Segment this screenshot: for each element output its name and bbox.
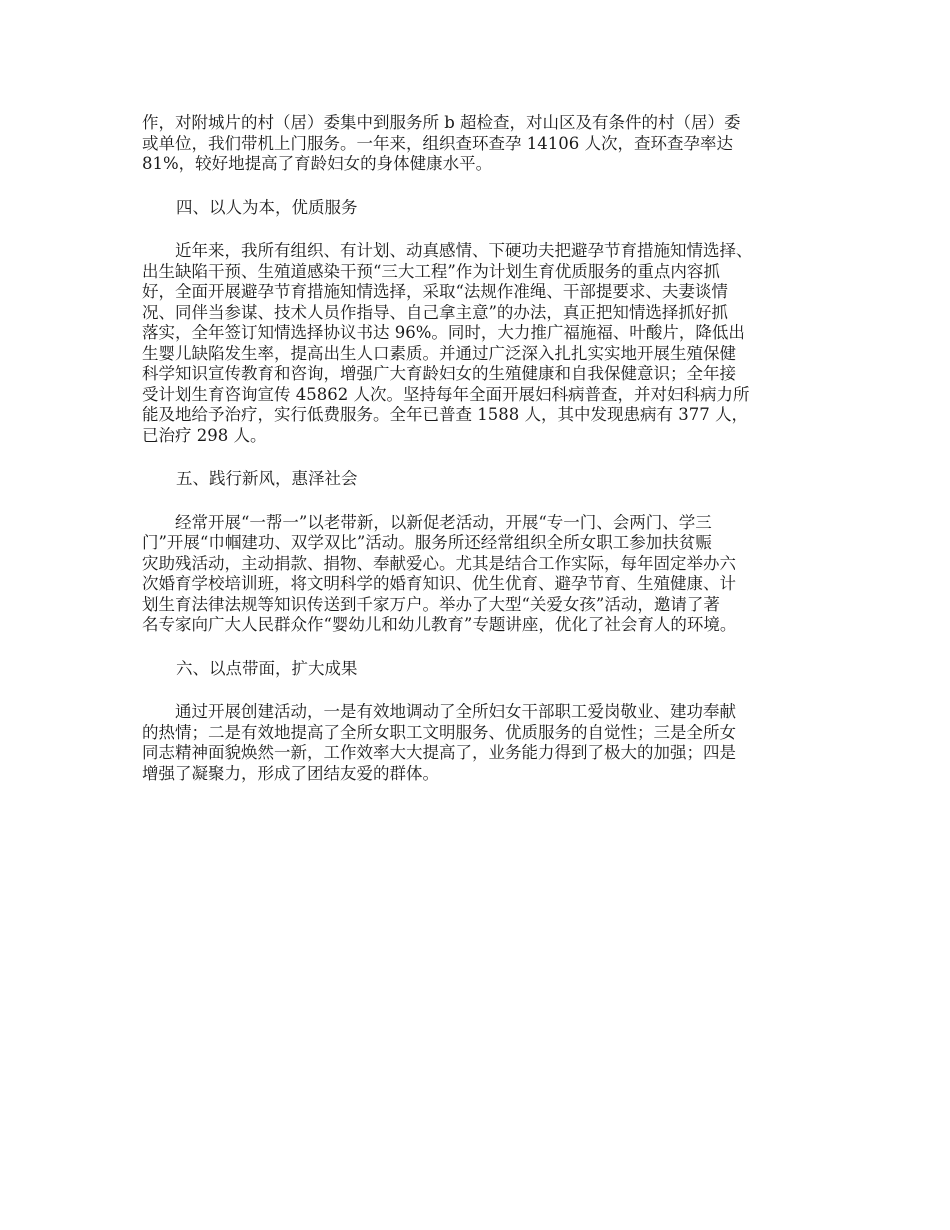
- paragraph-line: 经常开展“一帮一”以老带新，以新促老活动，开展“专一门、会两门、学三: [142, 512, 712, 532]
- paragraph-line: 能及地给予治疗，实行低费服务。全年已普查 1588 人，其中发现患病有 377 人，: [142, 405, 748, 424]
- paragraph-line: 好，全面开展避孕节育措施知情选择，采取“法规作准绳、干部提要求、夫妻谈情: [142, 282, 728, 301]
- paragraph-line: 已治疗 298 人。: [142, 425, 267, 445]
- paragraph-line: 生婴儿缺陷发生率，提高出生人口素质。并通过广泛深入扎扎实实地开展生殖保健: [142, 343, 736, 363]
- paragraph-line: 出生缺陷干预、生殖道感染干预“三大工程”作为计划生育优质服务的重点内容抓: [142, 261, 720, 281]
- section-heading-5: 五、践行新风，惠泽社会: [176, 469, 358, 488]
- paragraph-line: 同志精神面貌焕然一新，工作效率大大提高了，业务能力得到了极大的加强；四是: [142, 743, 736, 762]
- paragraph-line: 的热情；二是有效地提高了全所女职工文明服务、优质服务的自觉性；三是全所女: [142, 722, 736, 742]
- paragraph-checkup-service: [142, 113, 826, 175]
- paragraph-line: 受计划生育咨询宣传 45862 人次。坚持每年全面开展妇科病普查，并对妇科病力所: [142, 384, 750, 404]
- paragraph-line: 81%，较好地提高了育龄妇女的身体健康水平。: [142, 154, 493, 173]
- paragraph-line: 作，对附城片的村（居）委集中到服务所 b 超检查，对山区及有条件的村（居）委: [142, 113, 741, 132]
- paragraph-quality-service: [142, 241, 826, 446]
- paragraph-line: 通过开展创建活动，一是有效地调动了全所妇女干部职工爱岗敬业、建功奉献: [142, 702, 736, 721]
- paragraph-line: 增强了凝聚力，形成了团结友爱的群体。: [142, 763, 439, 783]
- document-body: [142, 113, 826, 807]
- paragraph-line: 灾助残活动，主动捐款、捐物、奉献爱心。尤其是结合工作实际，每年固定举办六: [142, 553, 736, 573]
- paragraph-line: 名专家向广大人民群众作“婴幼儿和幼儿教育”专题讲座，优化了社会育人的环境。: [142, 615, 737, 634]
- section-heading-4: 四、以人为本，优质服务: [176, 197, 358, 217]
- paragraph-line: 落实，全年签订知情选择协议书达 96%。同时，大力推广福施福、叶酸片，降低出: [142, 323, 745, 342]
- paragraph-line: 划生育法律法规等知识传送到千家万户。举办了大型“关爱女孩”活动，邀请了著: [142, 594, 720, 614]
- paragraph-line: 门”开展“巾帼建功、双学双比”活动。服务所还经常组织全所女职工参加扶贫赈: [142, 533, 712, 552]
- paragraph-line: 科学知识宣传教育和咨询，增强广大育龄妇女的生殖健康和自我保健意识；全年接: [142, 364, 736, 383]
- paragraph-line: 次婚育学校培训班，将文明科学的婚育知识、优生优育、避孕节育、生殖健康、计: [142, 574, 736, 593]
- paragraph-line: 况、同伴当参谋、技术人员作指导、自己拿主意”的办法，真正把知情选择抓好抓: [142, 302, 728, 322]
- section-heading-6: 六、以点带面，扩大成果: [176, 658, 358, 678]
- paragraph-line: 近年来，我所有组织、有计划、动真感情、下硬功夫把避孕节育措施知情选择、: [142, 241, 753, 260]
- paragraph-results: [142, 702, 826, 784]
- paragraph-social-activities: [142, 513, 826, 636]
- paragraph-line: 或单位，我们带机上门服务。一年来，组织查环查孕 14106 人次，查环查孕率达: [142, 133, 733, 153]
